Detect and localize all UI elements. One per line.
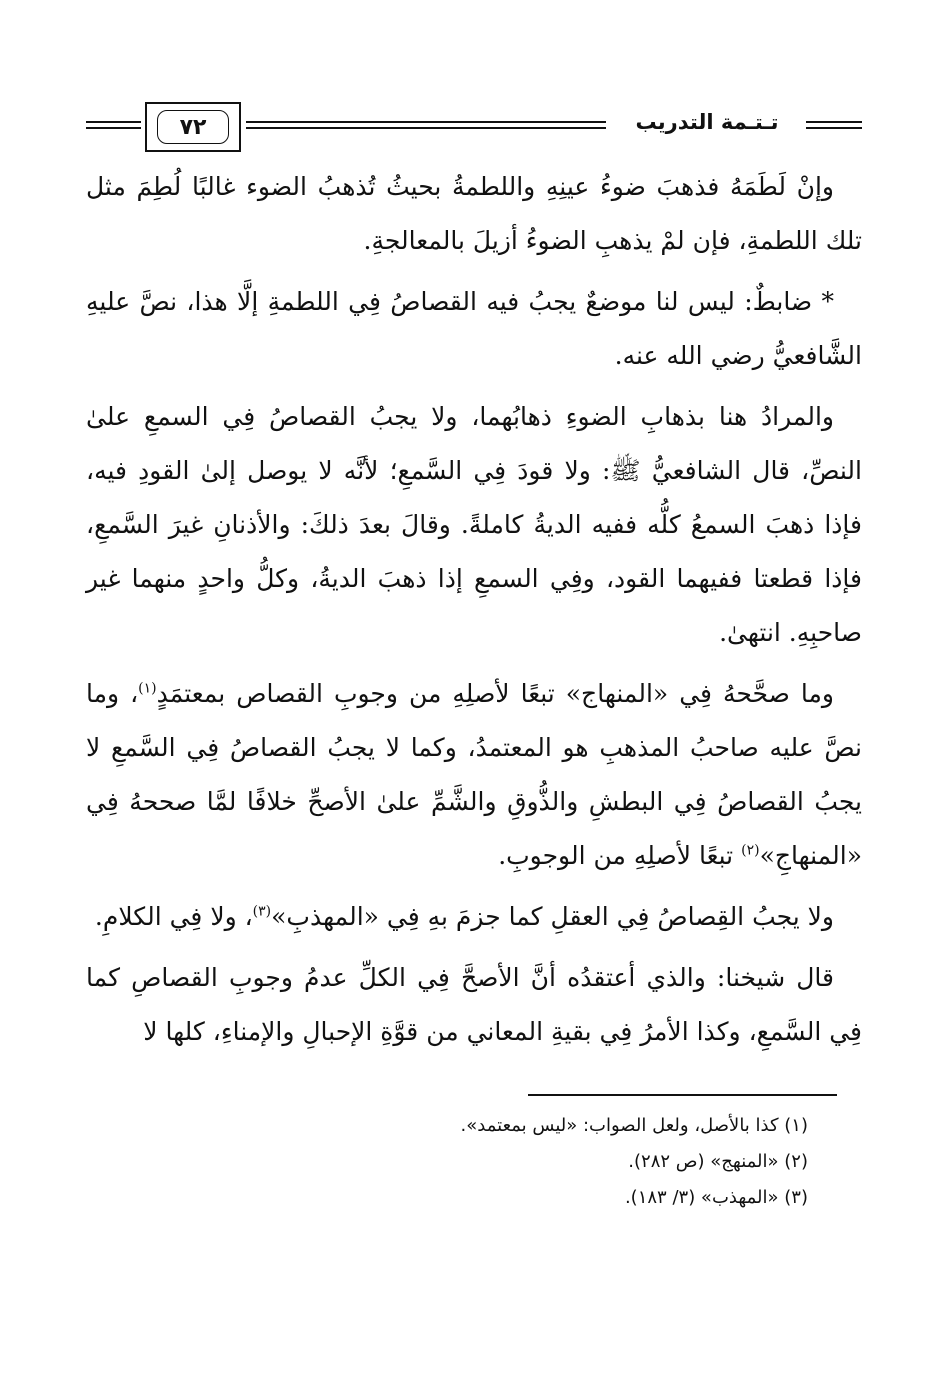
footnote-ref-3[interactable]: (٣) xyxy=(252,903,272,920)
paragraph-3: والمرادُ هنا بذهابِ الضوءِ ذهابُهما، ولا يجبُ القصاصُ فِي السمعِ علىٰ النصِّ، قال الشافعيُّ ﷺ: ولا قودَ فِي السَّمعِ؛ لأنَّه لا يوصل إلىٰ القودِ فيه، فإذا ذهبَ السمعُ كلُّه ففيه الديةُ كاملةً. وقالَ بعدَ ذلكَ: والأذنانِ غيرَ السَّمعِ، فإذا قطعتا ففيهما القود، وفِي السمعِ إذا ذهبَ الديةُ، وكلُّ واحدٍ منهما غير صاحبِهِ. انتهىٰ. xyxy=(86,402,862,647)
page-number-frame xyxy=(145,102,241,152)
footnote-separator xyxy=(528,1094,837,1096)
main-text xyxy=(86,160,862,1066)
footnote-1: (١) كذا بالأصل، ولعل الصواب: «ليس بمعتمد». xyxy=(460,1115,808,1136)
footnote-3: (٣) «المهذب» (٣/ ١٨٣). xyxy=(624,1187,808,1208)
paragraph-5-text-a: ولا يجبُ القِصاصُ فِي العقلِ كما جزمَ بهِ فِي «المهذبِ» xyxy=(271,902,834,931)
footnote-ref-2[interactable]: (٢) xyxy=(741,842,760,859)
paragraph-5 xyxy=(86,890,862,944)
page-number: ٧٢ xyxy=(157,110,229,144)
page-header xyxy=(86,102,862,158)
paragraph-4 xyxy=(86,667,862,883)
paragraph-4-text-b: ، وما نصَّ عليه صاحبُ المذهبِ هو المعتمدُ، وكما لا يجبُ القصاصُ فِي السَّمعِ لا يجبُ القصاصُ فِي البطشِ والذُّوقِ والشَّمِّ علىٰ الأصحِّ خلافًا لمَّا صححهُ فِي «المنهاجِ» xyxy=(86,679,862,870)
running-title: تـتـمة التدريب xyxy=(635,110,779,134)
paragraph-4-text-a: وما صحَّحهُ فِي «المنهاج» تبعًا لأصلِهِ من وجوبِ القصاص بمعتمَدٍ xyxy=(156,679,834,708)
paragraph-2: * ضابطٌ: ليس لنا موضعٌ يجبُ فيه القصاصُ فِي اللطمةِ إلَّا هذا، نصَّ عليهِ الشَّافعيُّ رضي الله عنه. xyxy=(86,287,862,370)
header-rule-left xyxy=(86,121,141,129)
paragraph-5-text-b: ، ولا فِي الكلامِ. xyxy=(94,902,253,931)
header-rule-right xyxy=(806,121,862,129)
paragraph-1: وإنْ لَطَمَهُ فذهبَ ضوءُ عينِهِ واللطمةُ بحيثُ تُذهبُ الضوء غالبًا لُطِمَ مثل تلك اللطمةِ، فإن لمْ يذهبِ الضوءُ أزيلَ بالمعالجةِ. xyxy=(86,172,862,255)
footnotes xyxy=(86,1108,808,1216)
paragraph-6: قال شيخنا: والذي أعتقدُه أنَّ الأصحَّ فِي الكلِّ عدمُ وجوبِ القصاصِ كما فِي السَّمعِ، وكذا الأمرُ فِي بقيةِ المعاني من قوَّةِ الإحبالِ والإمناءِ، كلها لا xyxy=(86,963,862,1046)
paragraph-4-text-c: تبعًا لأصلِهِ من الوجوبِ. xyxy=(498,841,742,870)
footnote-ref-1[interactable]: (١) xyxy=(138,680,157,697)
footnote-2: (٢) «المنهج» (ص ٢٨٢). xyxy=(628,1151,808,1172)
header-rule-middle xyxy=(246,121,606,129)
